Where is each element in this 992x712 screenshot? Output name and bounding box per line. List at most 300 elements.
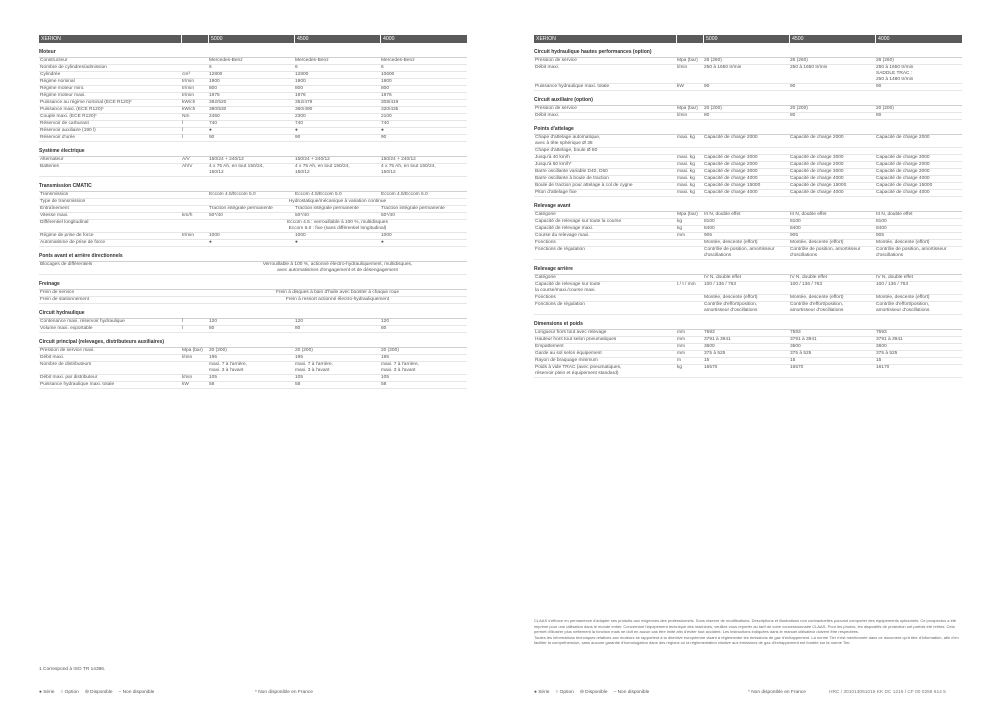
spec-label: Entraînement [40, 206, 69, 211]
spec-row [39, 121, 467, 128]
spec-value: 10600 [381, 72, 395, 77]
spec-value: Contrôle d'effort/position, amortisseur d'oscillations [790, 302, 844, 313]
spec-value: ● [209, 240, 212, 245]
spec-value: Capacité de charge 2000 [876, 135, 930, 140]
header-cell: 4000 [875, 35, 961, 43]
spec-value: 195 [209, 355, 218, 360]
spec-label: Nombre de distributeurs [40, 362, 92, 367]
spec-unit: kW [182, 382, 189, 387]
spec-unit: l/min [677, 113, 688, 118]
spec-value: 1976 [209, 93, 220, 98]
spec-unit [181, 199, 208, 205]
spec-unit: cm³ [182, 72, 190, 77]
spec-value: 905 [790, 233, 799, 238]
spec-value: 20 (200) [704, 106, 722, 111]
spec-value: 100 / 136 / 763 [704, 282, 737, 287]
spec-row [534, 219, 962, 226]
section-title: Freinage [39, 281, 467, 290]
header-cell [676, 35, 703, 43]
spec-value: 360/490 [295, 107, 313, 112]
spec-value: 4 x 75 Ah, en tout 150/24, 150/12 [295, 164, 350, 175]
spec-row [39, 233, 467, 240]
spec-row [534, 106, 962, 113]
section-title: Points d'attelage [534, 126, 962, 135]
spec-row [39, 72, 467, 79]
spec-value: 80 [876, 113, 882, 118]
spec-label: Réservoir d'urée [40, 135, 76, 140]
spec-value: 3600 [876, 344, 887, 349]
spec-value: 905 [704, 233, 713, 238]
spec-unit: l [182, 128, 184, 133]
spec-label: Longueur hors tout avec relevage [535, 330, 607, 335]
spec-label: Débit maxi. [40, 355, 64, 360]
spec-label: Capacité de relevage sur toute la course/maxi./course maxi. [535, 282, 601, 293]
spec-value: 1900 [209, 79, 220, 84]
spec-row [39, 375, 467, 382]
spec-label: Débit maxi. par distributeur [40, 375, 98, 380]
spec-value: Traction intégrale permanente [381, 206, 445, 211]
spec-unit: tr/min [182, 86, 194, 91]
spec-row [534, 84, 962, 91]
spec-label: Régime moteur maxi. [40, 93, 86, 98]
spec-row [534, 226, 962, 233]
header-cell: 4000 [380, 35, 466, 43]
spec-unit [181, 362, 208, 374]
spec-value: 26 (260) [876, 58, 894, 63]
spec-value: 16170 [876, 365, 890, 370]
spec-label: Chape d'attelage, boule Ø 80 [535, 148, 598, 153]
spec-unit [676, 295, 703, 301]
section-title: Ponts avant et arrière directionnels [39, 253, 467, 262]
spec-row [534, 190, 962, 197]
spec-label: Rayon de braquage minimum [535, 358, 598, 363]
spec-value: III N, double effet [790, 212, 827, 217]
spec-value: 390/530 [209, 107, 227, 112]
spec-label: Alternateur [40, 157, 64, 162]
spec-row [534, 282, 962, 295]
spec-unit: l [182, 326, 184, 331]
spec-value: Capacité de charge 2000 [876, 162, 930, 167]
spec-value: 15 [876, 358, 882, 363]
spec-value: Montée, descente (effort) [704, 295, 758, 300]
spec-value: Montée, descente (effort) [704, 240, 758, 245]
spec-value: 1976 [381, 93, 392, 98]
spec-unit: maxi. kg [677, 183, 695, 188]
spec-value: Capacité de charge 3000 [704, 155, 758, 160]
spec-label: Pression de service [535, 58, 577, 63]
spec-label: Piton d'attelage fixe [535, 190, 577, 195]
legend-non-disponible: – Non disponible [118, 690, 155, 695]
spec-value: 150/24 + 240/12 [295, 157, 330, 162]
spec-row [534, 302, 962, 315]
spec-value: Capacité de charge 15000 [704, 183, 761, 188]
spec-value: 90 [381, 135, 387, 140]
spec-value: Capacité de charge 4000 [790, 190, 844, 195]
spec-value: 7593 [790, 330, 801, 335]
legend-non-disponible: – Non disponible [613, 690, 650, 695]
spec-value: 1976 [295, 93, 306, 98]
spec-row [534, 240, 962, 247]
spec-unit: l/min [182, 375, 193, 380]
spec-value: 1000 [209, 233, 220, 238]
spec-value: 90 [209, 135, 215, 140]
spec-label: Débit maxi. [535, 65, 559, 70]
spec-row [39, 164, 467, 177]
spec-label: Barre oscillante variable D40, D50 [535, 169, 608, 174]
spec-value: III N, double effet [704, 212, 741, 217]
spec-label: Pression de service maxi. [40, 348, 95, 353]
spec-value: 26 (260) [790, 58, 808, 63]
legend-disponible: ⊖ Disponible [84, 690, 113, 695]
spec-value: ● [295, 240, 298, 245]
spec-unit: tr/min [182, 233, 194, 238]
spec-row [39, 199, 467, 206]
legend-right [534, 690, 655, 695]
spec-value: 8100 [704, 219, 715, 224]
spec-value: 4 x 75 Ah, en tout 150/24, 150/12 [381, 164, 436, 175]
spec-row [39, 65, 467, 72]
spec-value: Eccom 4.5/Eccom 5.0 [209, 192, 256, 197]
spec-label: Poids à vide TRAC (avec pneumatiques, réservoir plein et équipement standard) [535, 365, 622, 376]
spec-value: 105 [295, 375, 304, 380]
spec-value-span: Frein à disques à bain d'huile avec booster à chaque roue [275, 290, 400, 295]
spec-value: Capacité de charge 4000 [876, 176, 930, 181]
legend-option: ○ Option [60, 690, 79, 695]
spec-row [534, 176, 962, 183]
spec-unit [676, 247, 703, 259]
spec-label: Boule de traction pour attelage à col de cygne [535, 183, 633, 188]
spec-value: ● [381, 240, 384, 245]
spec-value: Montée, descente (effort) [790, 240, 844, 245]
spec-unit: m [677, 358, 681, 363]
spec-row [39, 220, 467, 233]
spec-label: Fonctions [535, 295, 556, 300]
spec-value: Montée, descente (effort) [876, 295, 930, 300]
spec-row [534, 295, 962, 302]
spec-label: Régime nominal [40, 79, 75, 84]
spec-value: 2100 [381, 114, 392, 119]
spec-value: 800 [209, 86, 218, 91]
spec-unit: kg [677, 226, 683, 231]
spec-value: Capacité de charge 2000 [790, 135, 844, 140]
spec-unit [181, 65, 208, 71]
spec-value: 105 [209, 375, 218, 380]
spec-row [39, 192, 467, 199]
spec-unit: l [182, 135, 184, 140]
section-title: Circuit hydraulique hautes performances (option) [534, 49, 962, 58]
spec-value: 20 (200) [790, 106, 808, 111]
spec-value: 1900 [381, 79, 392, 84]
spec-unit: maxi. kg [677, 169, 695, 174]
spec-value: 20 (200) [381, 348, 399, 353]
spec-value: Capacité de charge 15000 [790, 183, 847, 188]
spec-value: 382/520 [209, 100, 227, 105]
spec-row [534, 344, 962, 351]
spec-row [39, 262, 467, 275]
spec-value: ● [209, 128, 212, 133]
spec-value: 50*/40 [381, 213, 395, 218]
legend-serie: ● Série [39, 690, 55, 695]
spec-row [534, 65, 962, 84]
right-spec-page [534, 35, 962, 378]
spec-value: 16570 [704, 365, 718, 370]
spec-unit: Mpa (bar) [677, 58, 698, 63]
non-dispo-note-right: * Non disponible en France [748, 690, 806, 695]
spec-value: ● [381, 128, 384, 133]
spec-row [39, 128, 467, 135]
section-title: Relevage avant [534, 203, 962, 212]
spec-value: 58 [381, 382, 387, 387]
spec-value: Montée, descente (effort) [876, 240, 930, 245]
table-header [39, 35, 467, 43]
spec-unit [676, 148, 703, 154]
section-title: Circuit auxiliaire (option) [534, 97, 962, 106]
spec-row [39, 362, 467, 375]
spec-value: Capacité de charge 4000 [876, 190, 930, 195]
spec-value-span: Verrouillable à 100 %, actionné électro-hydrauliquement, multidisques, avec automatismes d'engagement et de désengagement [262, 262, 413, 273]
header-cell: 4500 [294, 35, 380, 43]
spec-value: 58 [209, 382, 215, 387]
header-cell: XERION [536, 36, 556, 42]
spec-row [39, 355, 467, 362]
spec-unit: l [182, 121, 184, 126]
spec-value [789, 148, 875, 154]
spec-label: Capacité de relevage sur toute la course [535, 219, 622, 224]
spec-value: 375 à 525 [704, 351, 726, 356]
spec-unit: Ah/V [182, 164, 193, 169]
section-title: Circuit principal (relevages, distributeurs auxiliaires) [39, 339, 467, 348]
section-title: Moteur [39, 49, 467, 58]
spec-value: 100 / 136 / 763 [790, 282, 823, 287]
spec-unit: l/min [182, 355, 193, 360]
spec-value: 90 [790, 84, 796, 89]
spec-label: Contenance maxi. réservoir hydraulique [40, 319, 125, 324]
spec-value: 8100 [790, 219, 801, 224]
spec-value: Traction intégrale permanente [209, 206, 273, 211]
header-cell: 5000 [208, 35, 294, 43]
spec-value: 80 [790, 113, 796, 118]
spec-value: 15 [704, 358, 710, 363]
spec-value: Capacité de charge 3000 [790, 155, 844, 160]
spec-value: 7593 [876, 330, 887, 335]
spec-value: Capacité de charge 4000 [790, 176, 844, 181]
left-spec-page [39, 35, 467, 389]
spec-label: Fonctions de régulation [535, 302, 585, 307]
spec-value: Traction intégrale permanente [295, 206, 359, 211]
spec-unit: kW/ch [182, 100, 196, 105]
spec-value: 90 [704, 84, 710, 89]
spec-row [534, 58, 962, 65]
legend-left [39, 690, 160, 695]
non-dispo-note-left: * Non disponible en France [255, 690, 313, 695]
spec-unit: maxi. kg [677, 155, 695, 160]
spec-value: 3791 à 3941 [790, 337, 817, 342]
spec-value: 740 [381, 121, 390, 126]
spec-unit [181, 58, 208, 64]
spec-row [39, 86, 467, 93]
spec-value: 1900 [295, 79, 306, 84]
spec-value [875, 148, 961, 154]
spec-label: Puissance au régime nominal (ECE R120)¹ [40, 100, 132, 105]
spec-value: 352/479 [295, 100, 313, 105]
spec-row [534, 162, 962, 169]
spec-row [39, 107, 467, 114]
spec-row [534, 212, 962, 219]
spec-label: Capacité de relevage maxi. [535, 226, 594, 231]
spec-unit [676, 240, 703, 246]
spec-row [534, 330, 962, 337]
spec-row [534, 155, 962, 162]
spec-value: 50*/40 [209, 213, 223, 218]
spec-value: 2300 [295, 114, 306, 119]
spec-unit: maxi. kg [677, 162, 695, 167]
spec-value: Capacité de charge 3000 [790, 169, 844, 174]
spec-row [39, 348, 467, 355]
header-cell: 5000 [703, 35, 789, 43]
spec-value: 1000 [295, 233, 306, 238]
spec-label: Débit maxi. [535, 113, 559, 118]
spec-value: 8400 [790, 226, 801, 231]
spec-row [534, 358, 962, 365]
spec-unit: kg [677, 219, 683, 224]
spec-label: Batteries [40, 164, 59, 169]
spec-label: Fonctions de régulation [535, 247, 585, 252]
spec-label: Catégorie [535, 275, 556, 280]
spec-value: 6 [381, 65, 384, 70]
spec-unit [676, 275, 703, 281]
spec-row [39, 79, 467, 86]
spec-row [39, 297, 467, 304]
spec-unit: Mpa (bar) [182, 348, 203, 353]
spec-row [39, 58, 467, 65]
spec-value: 3791 à 3941 [704, 337, 731, 342]
spec-value: Mercedes-Benz [295, 58, 329, 63]
spec-row [534, 275, 962, 282]
spec-label: Frein de service [40, 290, 75, 295]
spec-unit [181, 290, 208, 296]
spec-label: Transmission [40, 192, 69, 197]
spec-label: Garde au sol selon équipement [535, 351, 602, 356]
spec-value: 195 [295, 355, 304, 360]
spec-label: Différentiel longitudinal [40, 220, 89, 225]
spec-value: 4 x 75 Ah, en tout 150/24, 150/12 [209, 164, 264, 175]
spec-value: 8400 [704, 226, 715, 231]
spec-value: 8400 [876, 226, 887, 231]
spec-value: 3600 [790, 344, 801, 349]
spec-label: Course du relevage maxi. [535, 233, 590, 238]
spec-row [39, 114, 467, 121]
spec-value: Montée, descente (effort) [790, 295, 844, 300]
spec-unit: mm [677, 351, 685, 356]
spec-value: Capacité de charge 4000 [704, 190, 758, 195]
spec-unit: maxi. kg [677, 176, 695, 181]
spec-label: Régime moteur mini. [40, 86, 85, 91]
spec-value: 80 [295, 326, 301, 331]
spec-row [534, 365, 962, 378]
spec-row [39, 326, 467, 333]
spec-label: Blocages de différentiels [40, 262, 93, 267]
spec-value: 250 à 1650 tr/min [704, 65, 742, 70]
spec-label: Jusqu'à 50 km/h* [535, 162, 572, 167]
spec-label: Cylindrée [40, 72, 61, 77]
spec-value: 905 [876, 233, 885, 238]
spec-row [39, 213, 467, 220]
spec-label: Réservoir de carburant [40, 121, 89, 126]
spec-unit: t / t / mm [677, 282, 696, 287]
spec-value: III N, double effet [876, 212, 913, 217]
spec-unit [181, 220, 208, 232]
spec-value: IV N, double effet [704, 275, 741, 280]
spec-value: 150/24 + 240/12 [381, 157, 416, 162]
spec-value: 20 (200) [295, 348, 313, 353]
spec-value: 375 à 525 [876, 351, 898, 356]
spec-value: Contrôle de position, amortisseur d'oscillations [876, 247, 947, 258]
spec-value: 6 [295, 65, 298, 70]
spec-value: 3791 à 3941 [876, 337, 903, 342]
spec-unit: l/min [677, 65, 688, 70]
spec-label: Régime de prise de force [40, 233, 94, 238]
spec-row [39, 319, 467, 326]
spec-unit [181, 297, 208, 303]
spec-row [39, 135, 467, 142]
spec-value-span: Eccom 4.5 : verrouillable à 100 %, multidisques Eccom 5.0 : fixe (sans différentiel longitudinal) [287, 220, 388, 231]
legend-serie: ● Série [534, 690, 550, 695]
spec-label: Couple maxi. (ECE R120)¹ [40, 114, 97, 119]
spec-value: Contrôle de position, amortisseur d'oscillations [790, 247, 861, 258]
spec-label: Hauteur hors tout selon pneumatiques [535, 337, 617, 342]
spec-value: 90 [876, 84, 882, 89]
spec-unit [181, 240, 208, 246]
spec-value: 250 à 1650 tr/min SADDLE TRAC : 250 à 1480 tr/min [876, 65, 914, 82]
spec-value: 100 / 136 / 763 [876, 282, 909, 287]
spec-value: 50*/40 [295, 213, 309, 218]
header-cell: 4500 [789, 35, 875, 43]
spec-value: 12800 [295, 72, 309, 77]
spec-value: 20 (200) [876, 106, 894, 111]
spec-value: 90 [295, 135, 301, 140]
spec-value: 80 [209, 326, 215, 331]
spec-value: 2450 [209, 114, 220, 119]
spec-row [534, 148, 962, 155]
spec-row [534, 169, 962, 176]
spec-value: maxi. 7 à l'arrière, maxi. 3 à l'avant [381, 362, 419, 373]
spec-row [39, 290, 467, 297]
section-title: Système électrique [39, 148, 467, 157]
spec-value: Mercedes-Benz [209, 58, 243, 63]
spec-value: 740 [295, 121, 304, 126]
spec-label: Jusqu'à 40 km/h [535, 155, 570, 160]
spec-value: Contrôle d'effort/position, amortisseur d'oscillations [704, 302, 758, 313]
spec-row [39, 93, 467, 100]
legend-option: ○ Option [555, 690, 574, 695]
spec-label: Barre oscillante à boule de traction [535, 176, 609, 181]
spec-value: Contrôle de position, amortisseur d'oscillations [704, 247, 775, 258]
spec-label: Pression de service [535, 106, 577, 111]
spec-label: Volume maxi. exportable [40, 326, 93, 331]
spec-unit: maxi. kg [677, 135, 695, 140]
spec-value: ● [295, 128, 298, 133]
spec-row [39, 240, 467, 247]
spec-unit: maxi. kg [677, 190, 695, 195]
spec-value: 3600 [704, 344, 715, 349]
spec-row [39, 382, 467, 389]
spec-unit: mm [677, 233, 685, 238]
spec-unit: kg [677, 365, 683, 370]
spec-value: 7593 [704, 330, 715, 335]
table-header [534, 35, 962, 43]
spec-label: Type de transmission [40, 199, 86, 204]
spec-value: 250 à 1650 tr/min [790, 65, 828, 70]
